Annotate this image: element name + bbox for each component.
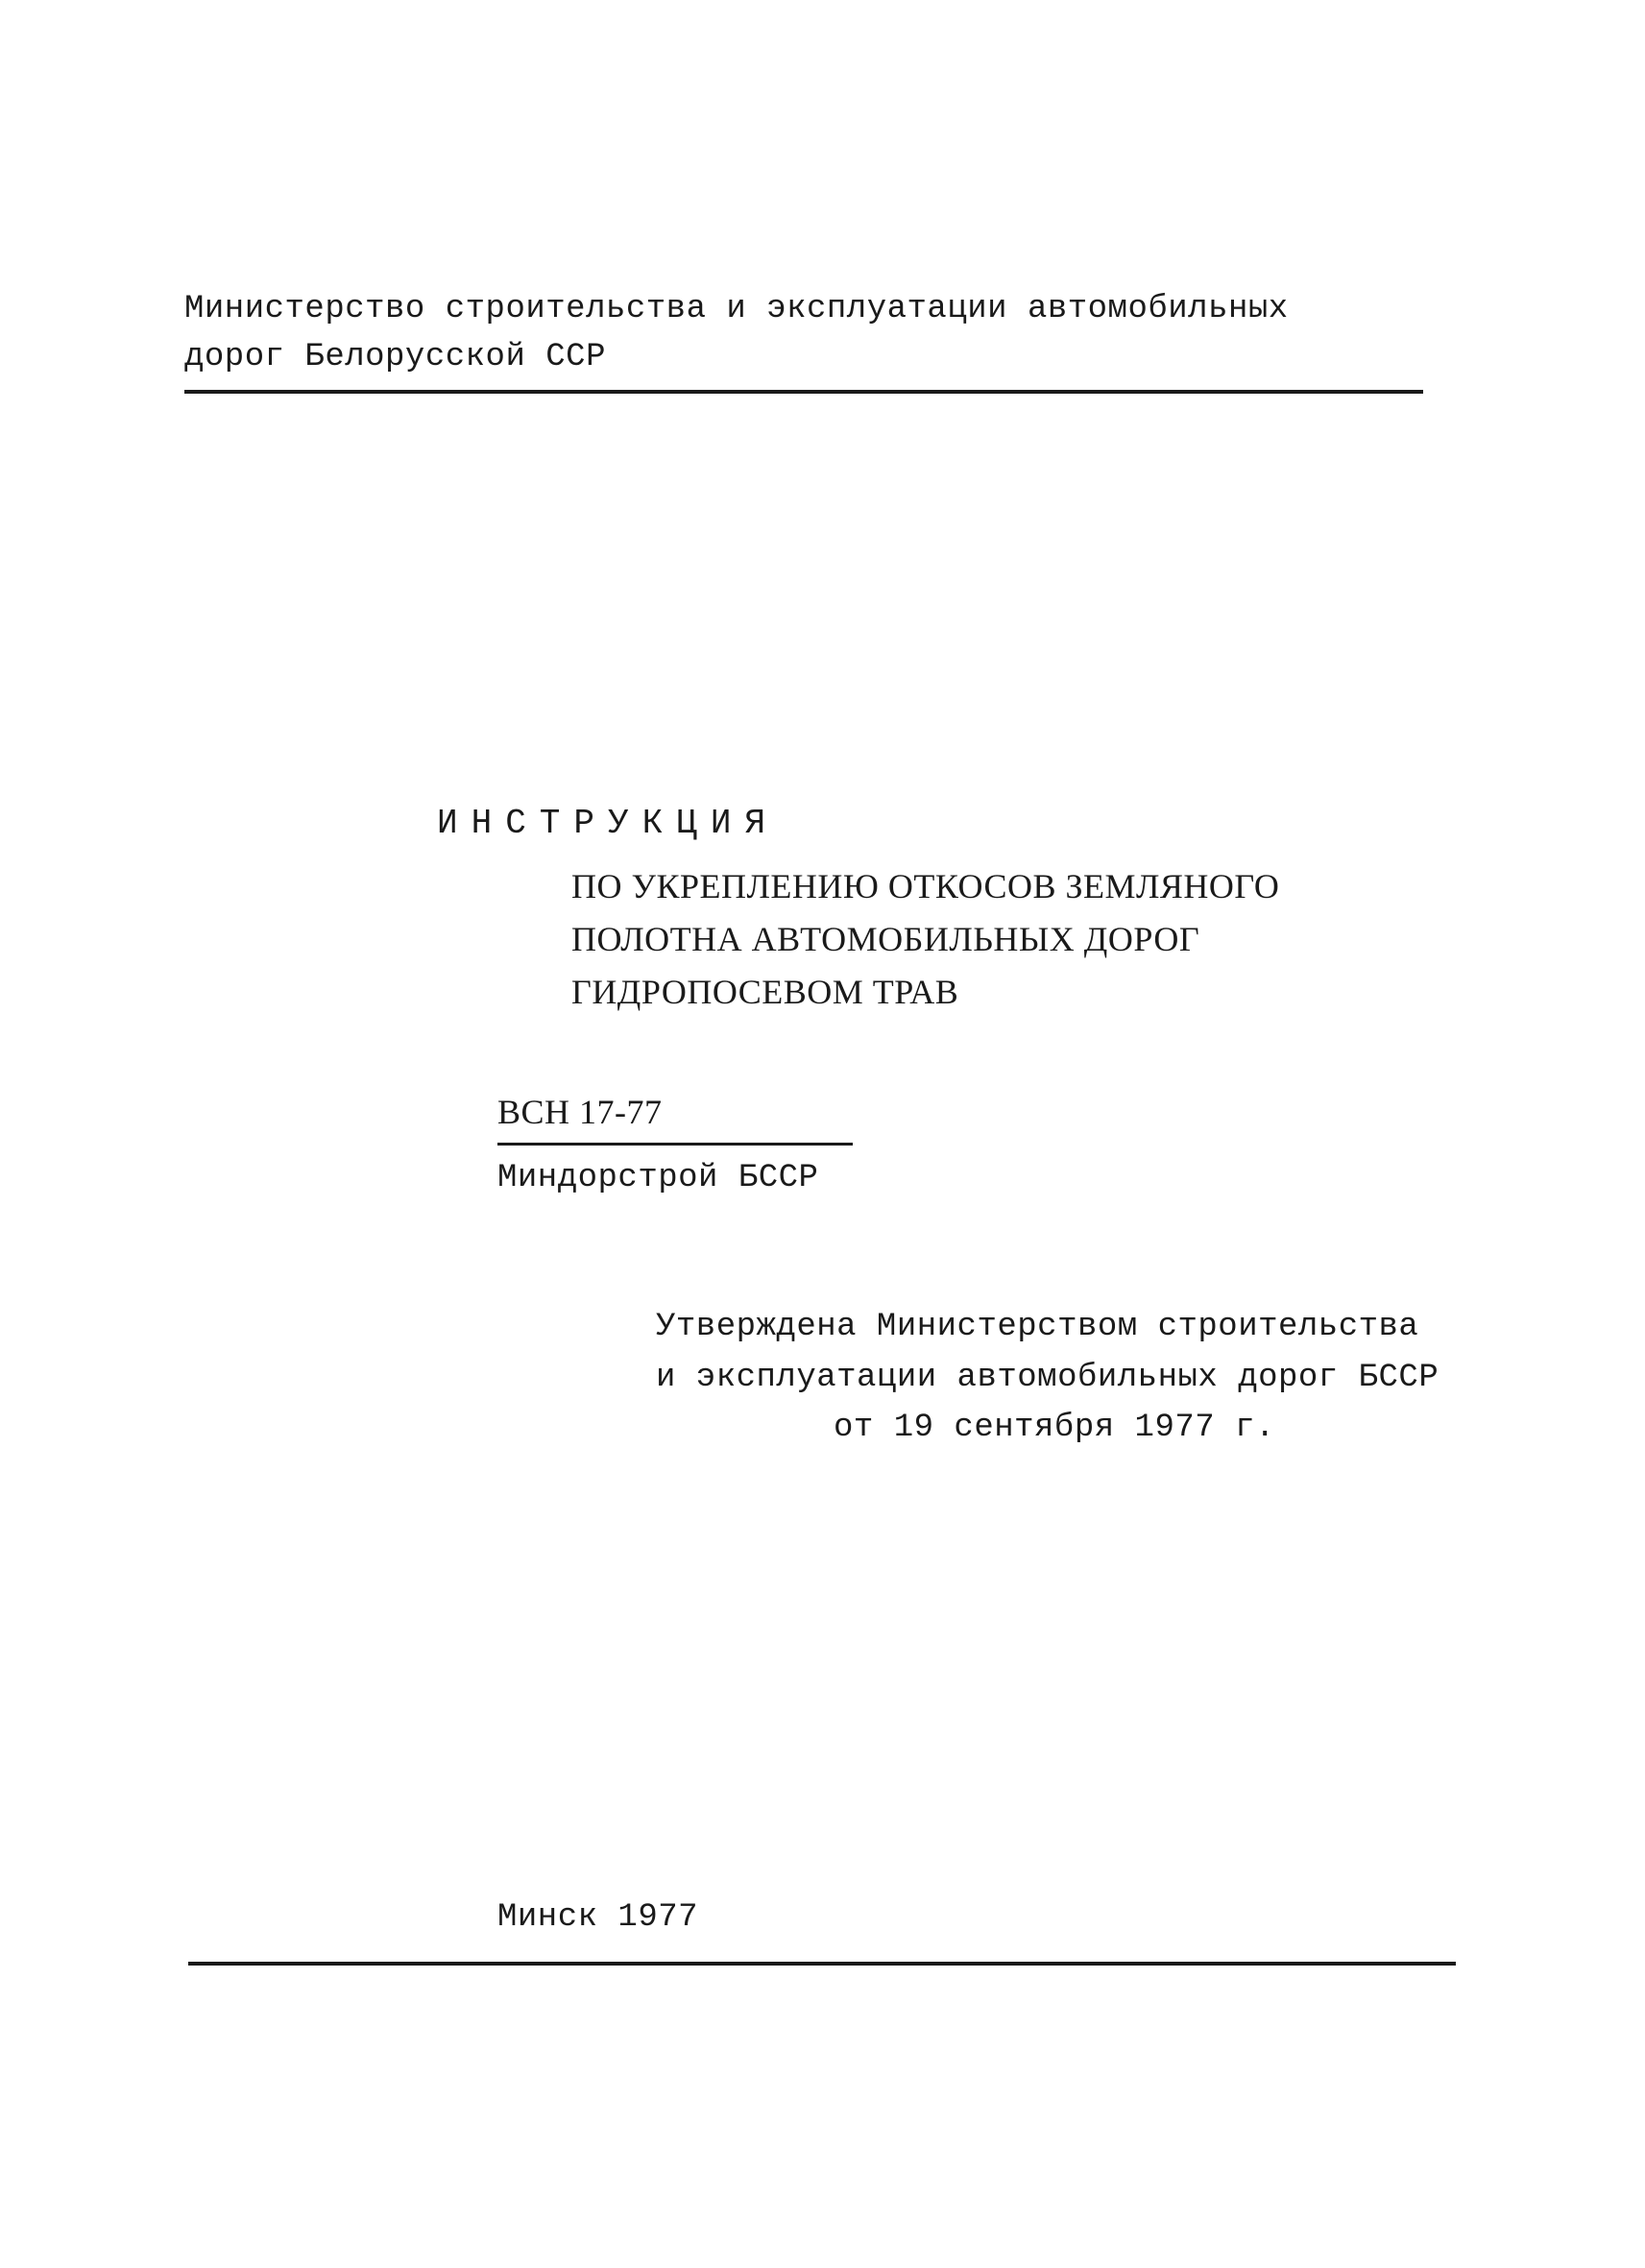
code-rule (497, 1143, 853, 1146)
header-rule (184, 390, 1423, 394)
approval-line-3: от 19 сентября 1977 г. (834, 1410, 1275, 1446)
document-code: ВСН 17-77 (497, 1093, 663, 1131)
place-year: Минск 1977 (497, 1899, 699, 1936)
footer-rule (188, 1962, 1456, 1966)
ministry-line-1: Министерство строительства и эксплуатации автомобильных (184, 291, 1289, 327)
document-heading: ИНСТРУКЦИЯ (437, 804, 780, 843)
approval-line-2: и эксплуатации автомобильных дорог БССР (656, 1360, 1439, 1396)
ministry-line-2: дорог Белорусской ССР (184, 339, 606, 375)
approval-line-1: Утверждена Министерством строительства (656, 1309, 1419, 1345)
title-line-3: ГИДРОПОСЕВОМ ТРАВ (571, 973, 959, 1011)
title-line-1: ПО УКРЕПЛЕНИЮ ОТКОСОВ ЗЕМЛЯНОГО (571, 867, 1280, 905)
title-line-2: ПОЛОТНА АВТОМОБИЛЬНЫХ ДОРОГ (571, 920, 1200, 958)
document-issuer: Миндорстрой БССР (497, 1160, 819, 1196)
